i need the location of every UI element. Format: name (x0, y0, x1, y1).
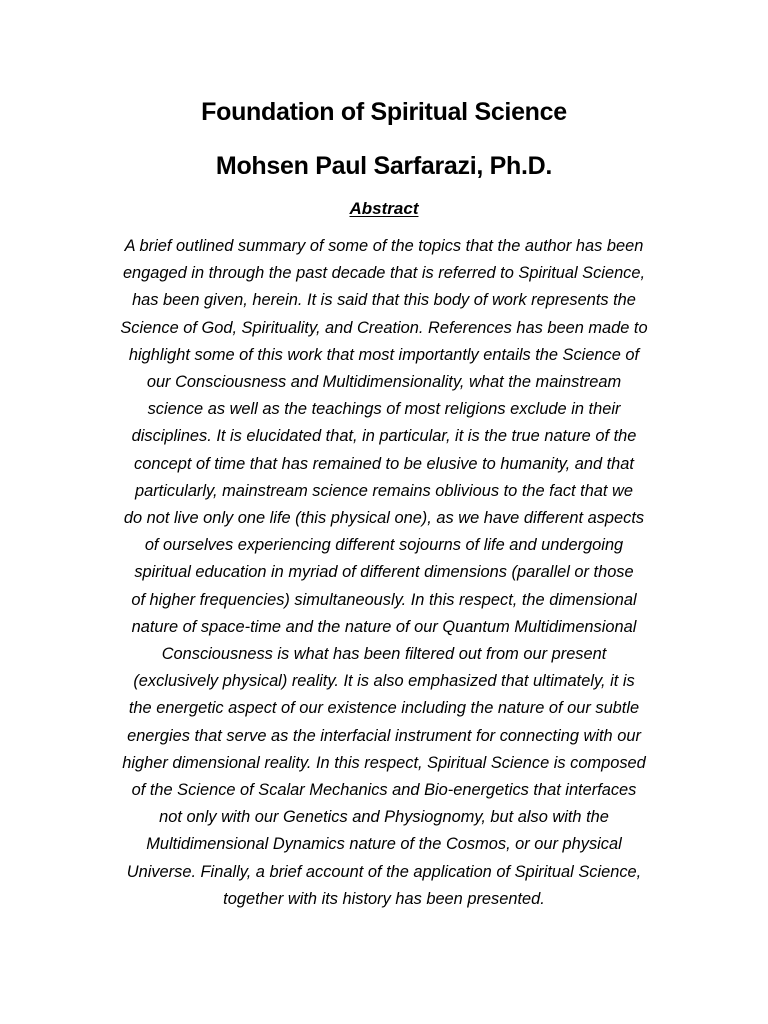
abstract-line: A brief outlined summary of some of the topics that the author has been (124, 237, 644, 255)
author-name: Mohsen Paul Sarfarazi, Ph.D. (215, 152, 553, 180)
abstract-line: of the Science of Scalar Mechanics and Bio-energetics that interfaces (131, 781, 637, 800)
abstract-line: engaged in through the past decade that is referred to Spiritual Science, (122, 264, 646, 283)
abstract-line: higher dimensional reality. In this respect, Spiritual Science is composed (122, 753, 646, 772)
abstract-line: energies that serve as the interfacial instrument for connecting with our (127, 726, 641, 745)
abstract-line: disciplines. It is elucidated that, in particular, it is the true nature of the (131, 427, 637, 446)
abstract-line: our Consciousness and Multidimensionality, what the mainstream (146, 373, 622, 392)
abstract-line: spiritual education in myriad of different dimensions (parallel or those (134, 563, 634, 582)
abstract-line: the energetic aspect of our existence including the nature of our subtle (128, 699, 640, 718)
abstract-line: Consciousness is what has been filtered out from our present (161, 645, 607, 664)
abstract-line: concept of time that has remained to be elusive to humanity, and that (134, 454, 634, 473)
abstract-body (82, 233, 686, 913)
abstract-line: of higher frequencies) simultaneously. In this respect, the dimensional (131, 590, 637, 609)
abstract-line: highlight some of this work that most importantly entails the Science of (128, 345, 640, 364)
document-title: Foundation of Spiritual Science (201, 98, 567, 126)
abstract-line: nature of space-time and the nature of our Quantum Multidimensional (131, 617, 637, 636)
abstract-line: particularly, mainstream science remains oblivious to the fact that we (134, 481, 633, 500)
abstract-line: (exclusively physical) reality. It is also emphasized that ultimately, it is (133, 672, 635, 691)
abstract-line: Universe. Finally, a brief account of the application of Spiritual Science, (126, 862, 642, 881)
abstract-line: not only with our Genetics and Physiognomy, but also with the (159, 808, 609, 827)
abstract-line: together with its history has been presented. (223, 889, 545, 908)
abstract-line: science as well as the teachings of most religions exclude in their (147, 400, 621, 419)
abstract-line: Science of God, Spirituality, and Creation. References has been made to (120, 318, 648, 337)
abstract-line: do not live only one life (this physical one), as we have different aspects (123, 509, 645, 528)
abstract-line: Multidimensional Dynamics nature of the Cosmos, or our physical (146, 835, 622, 854)
abstract-line: of ourselves experiencing different sojourns of life and undergoing (144, 536, 624, 555)
abstract-line: has been given, herein. It is said that this body of work represents the (132, 291, 636, 310)
abstract-heading: Abstract (349, 199, 419, 218)
